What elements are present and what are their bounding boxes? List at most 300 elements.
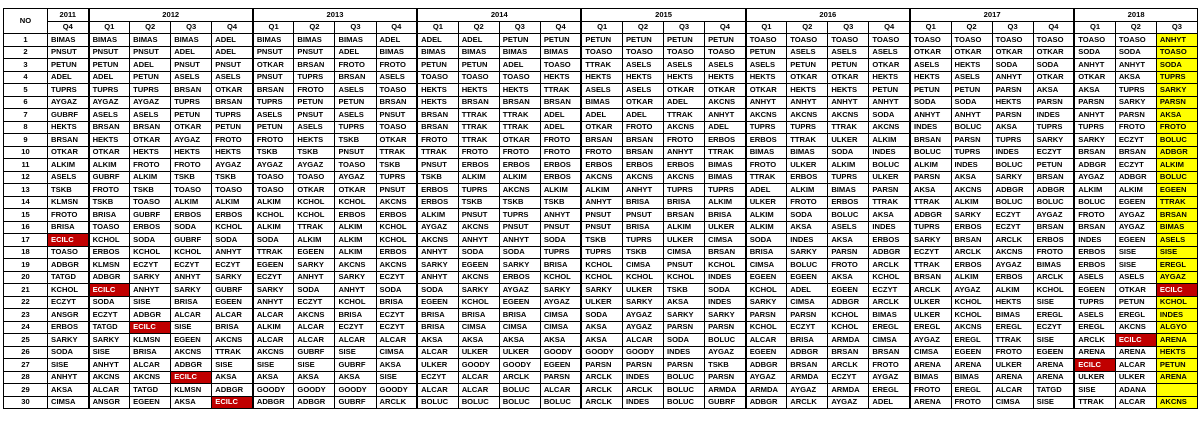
row-number: 15 <box>4 209 48 222</box>
stock-ticker-cell: BRSAN <box>1033 171 1074 184</box>
stock-ticker-cell: BIMAS <box>171 34 212 47</box>
stock-ticker-cell: ALKIM <box>294 234 335 247</box>
stock-ticker-cell: GUBRF <box>335 359 376 372</box>
row-number: 2 <box>4 46 48 59</box>
stock-ticker-cell: FROTO <box>910 384 951 397</box>
stock-ticker-cell: EGEEN <box>828 284 869 297</box>
stock-ticker-cell: AYGAZ <box>1033 209 1074 222</box>
stock-ticker-cell: ADBGR <box>746 359 787 372</box>
stock-ticker-cell: TTRAK <box>705 146 746 159</box>
stock-ticker-cell: SODA <box>910 96 951 109</box>
stock-ticker-cell: ERBOS <box>705 134 746 147</box>
stock-ticker-cell: PNSUT <box>335 146 376 159</box>
stock-ticker-cell: ULKER <box>458 346 499 359</box>
stock-ticker-cell: ARCLK <box>581 384 622 397</box>
table-row <box>4 146 1198 159</box>
table-row <box>4 396 1198 409</box>
stock-ticker-cell: ADEL <box>417 34 458 47</box>
year-header-row <box>4 9 1198 22</box>
stock-ticker-cell: ALKIM <box>828 159 869 172</box>
stock-ticker-cell: ARCLK <box>1074 334 1115 347</box>
stock-ticker-cell: ASELS <box>335 84 376 97</box>
stock-ticker-cell: ERBOS <box>417 196 458 209</box>
stock-ticker-cell: ARENA <box>1033 359 1074 372</box>
stock-ticker-cell: AKSA <box>212 371 253 384</box>
stock-ticker-cell: GOODY <box>294 384 335 397</box>
stock-ticker-cell: SARKY <box>130 271 171 284</box>
stock-ticker-cell: INDES <box>705 296 746 309</box>
stock-ticker-cell: PNSUT <box>130 46 171 59</box>
stock-ticker-cell: GUBRF <box>171 234 212 247</box>
stock-ticker-cell: OTKAR <box>705 84 746 97</box>
stock-ticker-cell: ALCAR <box>458 384 499 397</box>
stock-ticker-cell: ECILC <box>212 396 253 409</box>
stock-ticker-cell: KCHOL <box>705 259 746 272</box>
stock-ticker-cell: TTRAK <box>458 134 499 147</box>
stock-ticker-cell: EGEEN <box>746 346 787 359</box>
stock-ticker-cell: BRSAN <box>130 121 171 134</box>
stock-ticker-cell: CIMSA <box>787 296 828 309</box>
stock-ticker-cell: OTKAR <box>787 71 828 84</box>
stock-ticker-cell: ECILC <box>130 321 171 334</box>
stock-ticker-cell: BOLUC <box>787 259 828 272</box>
stock-ticker-cell: KCHOL <box>335 196 376 209</box>
stock-ticker-cell: HEKTS <box>1156 346 1197 359</box>
stock-ticker-cell: BIMAS <box>376 46 417 59</box>
stock-ticker-cell: OTKAR <box>869 59 910 72</box>
stock-ticker-cell: AYGAZ <box>622 321 663 334</box>
stock-ticker-cell: ARMDA <box>828 334 869 347</box>
stock-ticker-cell: TUPRS <box>540 246 581 259</box>
stock-ticker-cell: PARSN <box>1115 109 1156 122</box>
stock-ticker-cell: EGEEN <box>417 296 458 309</box>
stock-ticker-cell: PETUN <box>787 59 828 72</box>
stock-ticker-cell: TOASO <box>130 196 171 209</box>
stock-ticker-cell: KCHOL <box>540 271 581 284</box>
stock-ticker-cell: TSKB <box>171 171 212 184</box>
stock-ticker-cell: KCHOL <box>458 296 499 309</box>
stock-ticker-cell: BOLUC <box>869 159 910 172</box>
stock-ticker-cell: ARENA <box>1156 334 1197 347</box>
stock-ticker-cell: KCHOL <box>951 296 992 309</box>
stock-ticker-cell: TTRAK <box>910 196 951 209</box>
stock-ticker-cell: AYGAZ <box>130 96 171 109</box>
stock-ticker-cell: SARKY <box>294 259 335 272</box>
stock-ticker-cell: AKCNS <box>294 309 335 322</box>
stock-ticker-cell: ERBOS <box>1074 259 1115 272</box>
stock-ticker-cell: ALKIM <box>212 196 253 209</box>
stock-ticker-cell: BIMAS <box>417 46 458 59</box>
stock-ticker-cell: ECZYT <box>787 321 828 334</box>
stock-ticker-cell: ALKIM <box>746 221 787 234</box>
stock-ticker-cell: SARKY <box>951 209 992 222</box>
stock-ticker-cell: ASELS <box>335 109 376 122</box>
stock-ticker-cell: AYGAZ <box>417 221 458 234</box>
stock-ticker-cell: AKCNS <box>212 334 253 347</box>
stock-ticker-cell: OTKAR <box>1033 46 1074 59</box>
stock-ticker-cell: BRSAN <box>910 134 951 147</box>
stock-ticker-cell: SODA <box>171 221 212 234</box>
stock-ticker-cell: ASELS <box>705 59 746 72</box>
row-number: 30 <box>4 396 48 409</box>
stock-ticker-cell: ALCAR <box>171 309 212 322</box>
stock-ticker-cell: AKSA <box>910 184 951 197</box>
stock-ticker-cell: SARKY <box>581 284 622 297</box>
stock-ticker-cell: SISE <box>1033 296 1074 309</box>
stock-ticker-cell: TOASO <box>1156 46 1197 59</box>
table-row <box>4 109 1198 122</box>
stock-ticker-cell: TTRAK <box>417 146 458 159</box>
stock-ticker-cell: TOASO <box>992 34 1033 47</box>
stock-ticker-cell: BRSAN <box>869 346 910 359</box>
stock-ticker-cell: BOLUC <box>664 371 705 384</box>
stock-ticker-cell: AKCNS <box>458 271 499 284</box>
stock-ticker-cell: AKCNS <box>458 221 499 234</box>
stock-ticker-cell: FROTO <box>48 209 89 222</box>
stock-ticker-cell: ADEL <box>89 71 130 84</box>
table-row <box>4 96 1198 109</box>
stock-ticker-cell: TUPRS <box>48 84 89 97</box>
quarter-header-2015-q2: Q2 <box>622 21 663 34</box>
stock-ticker-cell: SARKY <box>705 309 746 322</box>
stock-ticker-cell: BRSAN <box>705 246 746 259</box>
stock-ticker-cell: BRSAN <box>622 146 663 159</box>
stock-ticker-cell: EREGL <box>869 321 910 334</box>
stock-ticker-cell: TOASO <box>212 184 253 197</box>
stock-ticker-cell: BRISA <box>335 309 376 322</box>
stock-ticker-cell: ULKER <box>705 221 746 234</box>
stock-ticker-cell: ADEL <box>664 96 705 109</box>
stock-ticker-cell: SODA <box>664 334 705 347</box>
stock-ticker-cell: AYGAZ <box>335 171 376 184</box>
stock-ticker-cell: TUPRS <box>787 121 828 134</box>
stock-ticker-cell: TUPRS <box>1074 121 1115 134</box>
stock-ticker-cell: BOLUC <box>664 384 705 397</box>
stock-ticker-cell: ECZYT <box>89 309 130 322</box>
stock-ticker-cell: ADBGR <box>1156 146 1197 159</box>
stock-ticker-cell: ANHYT <box>1074 59 1115 72</box>
stock-ticker-cell: KCHOL <box>89 234 130 247</box>
table-row <box>4 334 1198 347</box>
row-number: 12 <box>4 171 48 184</box>
stock-ticker-cell: ADEL <box>376 34 417 47</box>
stock-ticker-cell: EGEEN <box>951 346 992 359</box>
stock-ticker-cell: AKCNS <box>705 96 746 109</box>
stock-ticker-cell: ASELS <box>212 71 253 84</box>
stock-ticker-cell: AKCNS <box>992 246 1033 259</box>
stock-ticker-cell: PNSUT <box>212 59 253 72</box>
stock-ticker-cell: KCHOL <box>1033 284 1074 297</box>
stock-ticker-cell: BOLUC <box>1074 196 1115 209</box>
stock-ticker-cell: ADEL <box>335 46 376 59</box>
stock-ticker-cell: AKCNS <box>417 234 458 247</box>
stock-ticker-cell: TUPRS <box>458 184 499 197</box>
stock-ticker-cell: ASELS <box>787 46 828 59</box>
stock-ticker-cell: TTRAK <box>664 109 705 122</box>
stock-ticker-cell: EREGL <box>910 321 951 334</box>
stock-ticker-cell: ERBOS <box>951 221 992 234</box>
stock-ticker-cell: ALCAR <box>992 384 1033 397</box>
stock-ticker-cell: ASELS <box>376 71 417 84</box>
stock-ticker-cell: SARKY <box>992 171 1033 184</box>
stock-ticker-cell: ANHYT <box>130 284 171 297</box>
table-row <box>4 59 1198 72</box>
stock-ticker-cell: AKSA <box>581 321 622 334</box>
row-number: 19 <box>4 259 48 272</box>
stock-ticker-cell: KCHOL <box>581 259 622 272</box>
stock-ticker-cell: TTRAK <box>869 196 910 209</box>
year-header-2012: 2012 <box>89 9 253 22</box>
stock-ticker-cell: ULKER <box>910 296 951 309</box>
stock-ticker-cell: SODA <box>294 284 335 297</box>
stock-ticker-cell: ERBOS <box>992 271 1033 284</box>
stock-ticker-cell: PNSUT <box>171 59 212 72</box>
stock-ticker-cell: HEKTS <box>458 84 499 97</box>
stock-ticker-cell: PETUN <box>1115 296 1156 309</box>
stock-ticker-cell: FROTO <box>130 159 171 172</box>
stock-ticker-cell: AYGAZ <box>910 334 951 347</box>
stock-ticker-cell: ALKIM <box>992 284 1033 297</box>
stock-ticker-cell: BRSAN <box>951 234 992 247</box>
stock-ticker-cell: CIMSA <box>499 321 540 334</box>
stock-ticker-cell: TOASO <box>499 71 540 84</box>
stock-ticker-cell: ADBGR <box>1033 184 1074 197</box>
stock-ticker-cell: GOODY <box>335 384 376 397</box>
stock-ticker-cell: ERBOS <box>581 159 622 172</box>
stock-ticker-cell: HEKTS <box>828 84 869 97</box>
stock-ticker-cell: FROTO <box>664 134 705 147</box>
stock-ticker-cell: ADEL <box>787 284 828 297</box>
stock-ticker-cell: ANHYT <box>1074 109 1115 122</box>
stock-ticker-cell: CIMSA <box>992 396 1033 409</box>
stock-ticker-cell: FROTO <box>828 259 869 272</box>
stock-ticker-cell: OTKAR <box>212 84 253 97</box>
stock-ticker-cell: TSKB <box>48 184 89 197</box>
stock-ticker-cell: ALKIM <box>499 171 540 184</box>
year-header-2011: 2011 <box>48 9 89 22</box>
quarter-header-2015-q3: Q3 <box>664 21 705 34</box>
stock-ticker-cell: BIMAS <box>910 371 951 384</box>
stock-ticker-cell: ASELS <box>130 109 171 122</box>
stock-ticker-cell: TOASO <box>787 34 828 47</box>
table-row <box>4 271 1198 284</box>
stock-ticker-cell: GOODY <box>253 384 294 397</box>
stock-ticker-cell: KCHOL <box>1156 296 1197 309</box>
stock-ticker-cell: ARCLK <box>581 371 622 384</box>
stock-ticker-cell: OTKAR <box>664 84 705 97</box>
stock-ticker-cell: FROTO <box>540 146 581 159</box>
stock-ticker-cell: TTRAK <box>581 59 622 72</box>
stock-ticker-cell: TTRAK <box>212 346 253 359</box>
stock-ticker-cell: TUPRS <box>212 109 253 122</box>
stock-ticker-cell: ECZYT <box>417 371 458 384</box>
stock-ticker-cell: ADBGR <box>171 359 212 372</box>
stock-ticker-cell: SODA <box>1033 59 1074 72</box>
stock-ticker-cell: INDES <box>787 234 828 247</box>
stock-ticker-cell: OTKAR <box>48 146 89 159</box>
stock-ticker-cell: ERBOS <box>89 246 130 259</box>
stock-ticker-cell: BRSAN <box>622 134 663 147</box>
stock-ticker-cell: ALKIM <box>664 221 705 234</box>
stock-ticker-cell: KCHOL <box>376 234 417 247</box>
quarter-header-2013-q3: Q3 <box>335 21 376 34</box>
stock-ticker-cell: PARSN <box>1074 96 1115 109</box>
stock-ticker-cell: INDES <box>1156 309 1197 322</box>
stock-ticker-cell: HEKTS <box>581 71 622 84</box>
stock-ticker-cell: HEKTS <box>992 296 1033 309</box>
stock-ticker-cell: GUBRF <box>335 396 376 409</box>
stock-ticker-cell: ERBOS <box>376 209 417 222</box>
stock-ticker-cell: KCHOL <box>581 271 622 284</box>
stock-ticker-cell: ARENA <box>1156 371 1197 384</box>
stock-ticker-cell: BIMAS <box>705 159 746 172</box>
stock-ticker-cell: TTRAK <box>1074 396 1115 409</box>
stock-ticker-cell: ANHYT <box>787 96 828 109</box>
stock-ticker-cell: SISE <box>89 346 130 359</box>
stock-ticker-cell: SISE <box>212 359 253 372</box>
stock-ticker-cell: TSKB <box>458 196 499 209</box>
stock-ticker-cell: AKSA <box>499 334 540 347</box>
table-row <box>4 121 1198 134</box>
stock-ticker-cell: ALCAR <box>1115 396 1156 409</box>
row-number: 6 <box>4 96 48 109</box>
stock-ticker-cell: ADBGR <box>746 396 787 409</box>
stock-ticker-cell: PETUN <box>581 34 622 47</box>
stock-ticker-cell: CIMSA <box>746 259 787 272</box>
quarter-header-2013-q4: Q4 <box>376 21 417 34</box>
stock-ticker-cell: KCHOL <box>828 309 869 322</box>
stock-ticker-cell: HEKTS <box>951 59 992 72</box>
stock-ticker-cell: ERBOS <box>540 171 581 184</box>
stock-ticker-cell: BIMAS <box>294 34 335 47</box>
row-number: 3 <box>4 59 48 72</box>
stock-ticker-cell: INDES <box>622 396 663 409</box>
stock-ticker-cell: ULKER <box>910 309 951 322</box>
stock-ticker-cell: ARENA <box>1115 346 1156 359</box>
stock-ticker-cell: ASELS <box>581 84 622 97</box>
stock-ticker-cell: TOASO <box>89 221 130 234</box>
stock-ticker-cell: ALKIM <box>540 184 581 197</box>
stock-ticker-cell: AYGAZ <box>951 284 992 297</box>
stock-ticker-cell: HEKTS <box>212 146 253 159</box>
stock-ticker-cell: BOLUC <box>1033 196 1074 209</box>
table-row <box>4 346 1198 359</box>
stock-ticker-cell: TTRAK <box>376 146 417 159</box>
stock-ticker-cell: TTRAK <box>458 121 499 134</box>
stock-ticker-cell: SODA <box>992 59 1033 72</box>
stock-ticker-cell: SARKY <box>48 334 89 347</box>
stock-ticker-cell: BRSAN <box>417 109 458 122</box>
stock-ticker-cell: TSKB <box>335 134 376 147</box>
row-number: 17 <box>4 234 48 247</box>
stock-ticker-cell: ALKIM <box>951 196 992 209</box>
stock-ticker-cell: OTKAR <box>1115 284 1156 297</box>
row-number: 20 <box>4 271 48 284</box>
stock-ticker-cell: EGEEN <box>1115 234 1156 247</box>
table-row <box>4 134 1198 147</box>
stock-ticker-cell: BIMAS <box>1033 259 1074 272</box>
stock-ticker-cell: ANHYT <box>910 109 951 122</box>
stock-ticker-cell: PARSN <box>540 371 581 384</box>
stock-ticker-cell: AYGAZ <box>294 159 335 172</box>
stock-ticker-cell: TUPRS <box>376 171 417 184</box>
stock-ticker-cell: SARKY <box>499 259 540 272</box>
stock-ticker-cell: TUPRS <box>705 184 746 197</box>
stock-ticker-cell: AKCNS <box>951 321 992 334</box>
stock-ticker-cell: ARENA <box>1074 346 1115 359</box>
stock-ticker-cell: TOASO <box>294 171 335 184</box>
stock-ticker-cell: ECZYT <box>335 321 376 334</box>
stock-ticker-cell: SISE <box>1115 246 1156 259</box>
stock-ticker-cell: BOLUC <box>458 396 499 409</box>
stock-ticker-cell: ALCAR <box>89 384 130 397</box>
stock-ticker-cell: PNSUT <box>294 109 335 122</box>
stock-ticker-cell: GOODY <box>499 359 540 372</box>
row-number: 25 <box>4 334 48 347</box>
stock-ticker-cell: ALCAR <box>376 334 417 347</box>
stock-ticker-cell: PETUN <box>212 121 253 134</box>
stock-ticker-cell: SARKY <box>787 246 828 259</box>
quarter-header-2017-q3: Q3 <box>992 21 1033 34</box>
stock-ticker-cell: EGEEN <box>130 396 171 409</box>
stock-ticker-cell: ALKIM <box>89 159 130 172</box>
quarter-header-2014-q2: Q2 <box>458 21 499 34</box>
quarter-header-2018-q1: Q1 <box>1074 21 1115 34</box>
stock-ticker-cell: BRSAN <box>376 96 417 109</box>
stock-ticker-cell: BIMAS <box>458 46 499 59</box>
stock-ticker-cell: BOLUC <box>417 396 458 409</box>
stock-ticker-cell: ALCAR <box>622 334 663 347</box>
stock-ticker-cell: SISE <box>1115 259 1156 272</box>
stock-ticker-cell: BOLUC <box>705 334 746 347</box>
stock-ticker-cell: FROTO <box>951 396 992 409</box>
stock-ticker-cell: SISE <box>130 296 171 309</box>
stock-ticker-cell: PNSUT <box>376 184 417 197</box>
stock-ticker-cell: AKCNS <box>581 171 622 184</box>
stock-ticker-cell: PETUN <box>664 34 705 47</box>
stock-ticker-cell: INDES <box>992 146 1033 159</box>
stock-ticker-cell: ADBGR <box>869 246 910 259</box>
stock-ticker-cell: ADEL <box>869 396 910 409</box>
stock-ticker-cell: BIMAS <box>705 171 746 184</box>
stock-ticker-cell: EGEEN <box>294 246 335 259</box>
stock-ticker-cell: EREGL <box>951 334 992 347</box>
table-row <box>4 34 1198 47</box>
stock-ticker-cell: SODA <box>48 346 89 359</box>
stock-ticker-cell: KCHOL <box>48 284 89 297</box>
stock-ticker-cell: TTRAK <box>746 171 787 184</box>
stock-ticker-cell: SARKY <box>171 284 212 297</box>
stock-ticker-cell: BRISA <box>376 296 417 309</box>
stock-ticker-cell: ADBGR <box>253 396 294 409</box>
stock-ticker-cell: BRSAN <box>294 59 335 72</box>
stock-ticker-cell: BRSAN <box>499 96 540 109</box>
stock-ticker-cell: TUPRS <box>581 246 622 259</box>
table-row <box>4 71 1198 84</box>
stock-ticker-cell: SARKY <box>212 271 253 284</box>
stock-ticker-cell: ADEL <box>130 59 171 72</box>
stock-ticker-cell: ARCLK <box>992 234 1033 247</box>
stock-ticker-cell: ECILC <box>1115 334 1156 347</box>
stock-ticker-cell: ALKIM <box>335 246 376 259</box>
stock-ticker-cell: BRSAN <box>1033 221 1074 234</box>
quarter-header-2012-q3: Q3 <box>171 21 212 34</box>
table-row <box>4 371 1198 384</box>
stock-ticker-cell: AKSA <box>869 209 910 222</box>
stock-ticker-cell: PNSUT <box>376 109 417 122</box>
stock-ticker-cell: PETUN <box>910 84 951 97</box>
stock-ticker-cell: FROTO <box>335 59 376 72</box>
